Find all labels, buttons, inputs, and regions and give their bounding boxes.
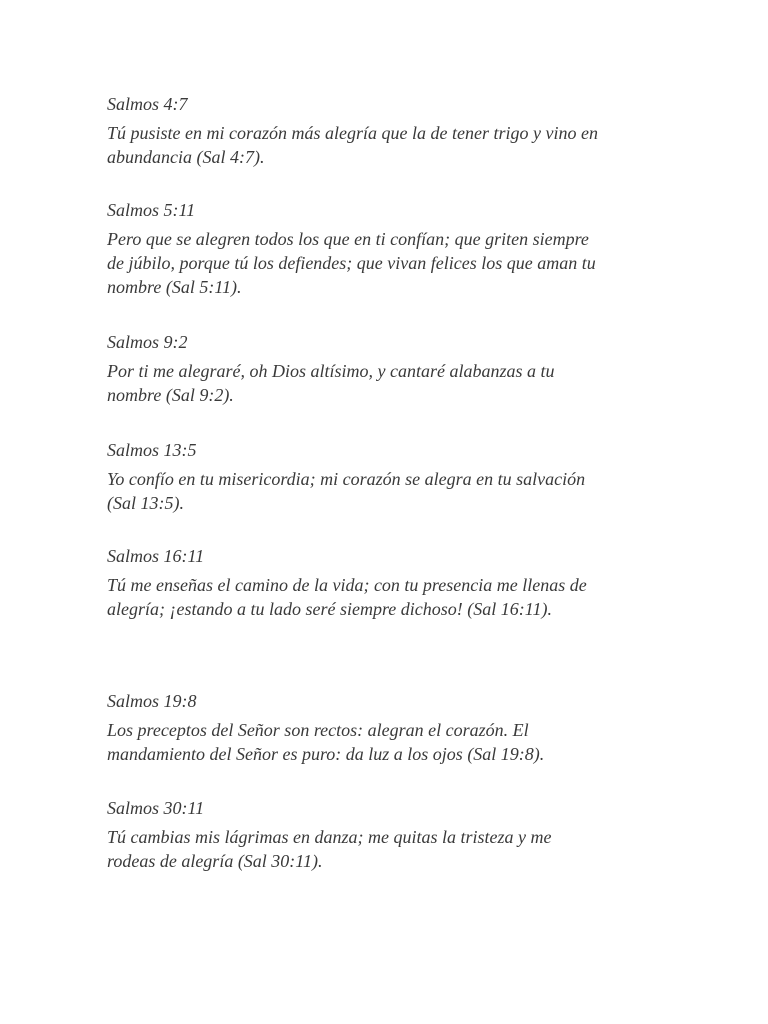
- verse-line: de júbilo, porque tú los defiendes; que vivan felices los que aman tu: [107, 253, 596, 273]
- verse-line: nombre (Sal 5:11).: [107, 277, 242, 297]
- verse-line: Tú cambias mis lágrimas en danza; me quitas la tristeza y me: [107, 827, 552, 847]
- verse-line: Los preceptos del Señor son rectos: alegran el corazón. El: [107, 720, 529, 740]
- verse-reference: Salmos 16:11: [107, 546, 205, 566]
- verse-text: [107, 467, 667, 515]
- verse-reference: Salmos 4:7: [107, 94, 188, 114]
- verse-entry: [107, 545, 667, 621]
- verse-text: [107, 121, 667, 169]
- verse-entry: [107, 331, 667, 407]
- verse-reference: Salmos 5:11: [107, 200, 196, 220]
- verse-text: [107, 718, 667, 766]
- verse-entry: [107, 93, 667, 169]
- verse-line: (Sal 13:5).: [107, 493, 184, 513]
- verse-line: alegría; ¡estando a tu lado seré siempre dichoso! (Sal 16:11).: [107, 599, 552, 619]
- verse-line: mandamiento del Señor es puro: da luz a los ojos (Sal 19:8).: [107, 744, 545, 764]
- verse-line: Yo confío en tu misericordia; mi corazón se alegra en tu salvación: [107, 469, 586, 489]
- verse-reference: Salmos 19:8: [107, 691, 197, 711]
- verse-entry: [107, 199, 667, 299]
- verse-text: [107, 359, 667, 407]
- verse-entry: [107, 797, 667, 873]
- verse-line: Tú pusiste en mi corazón más alegría que la de tener trigo y vino en: [107, 123, 598, 143]
- verse-entry: [107, 439, 667, 515]
- verse-text: [107, 227, 667, 299]
- verse-line: Tú me enseñas el camino de la vida; con tu presencia me llenas de: [107, 575, 587, 595]
- verse-text: [107, 825, 667, 873]
- verse-line: rodeas de alegría (Sal 30:11).: [107, 851, 323, 871]
- verse-entry: [107, 690, 667, 766]
- verse-reference: Salmos 9:2: [107, 332, 188, 352]
- verse-line: abundancia (Sal 4:7).: [107, 147, 265, 167]
- verse-text: [107, 573, 667, 621]
- verse-line: Por ti me alegraré, oh Dios altísimo, y cantaré alabanzas a tu: [107, 361, 555, 381]
- verse-line: Pero que se alegren todos los que en ti confían; que griten siempre: [107, 229, 589, 249]
- verse-reference: Salmos 13:5: [107, 440, 197, 460]
- verse-reference: Salmos 30:11: [107, 798, 205, 818]
- verse-line: nombre (Sal 9:2).: [107, 385, 234, 405]
